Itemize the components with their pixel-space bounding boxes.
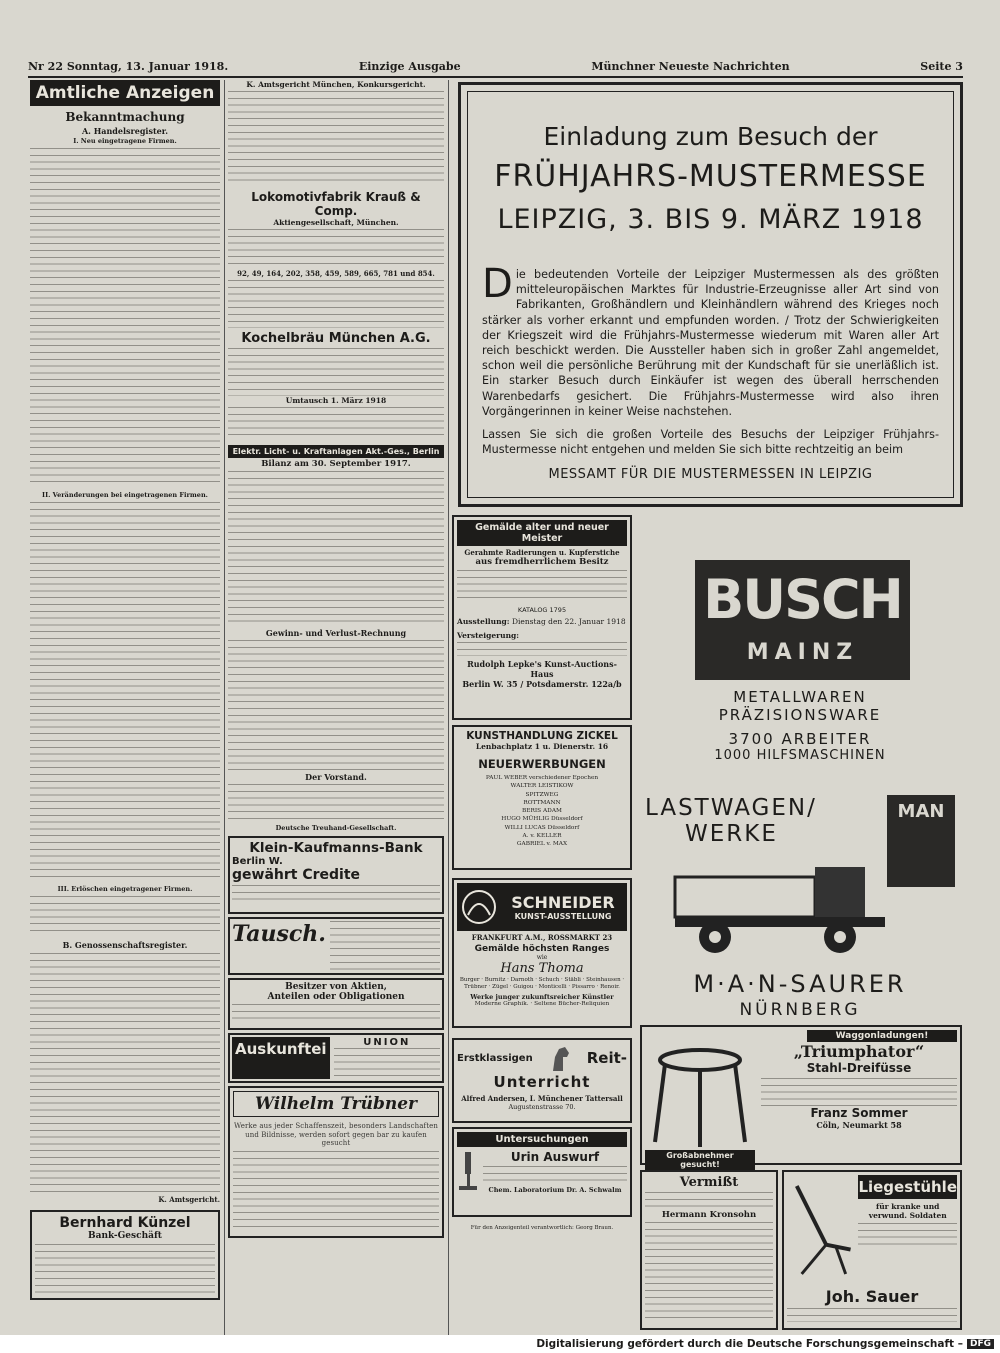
schneider-moderne: Moderne Graphik. · Seltene Bücher-Reliquien	[474, 1001, 610, 1007]
lepke-artists	[457, 570, 627, 604]
zickel-artist: SPITZWEG	[525, 791, 559, 798]
kochel-text	[228, 348, 444, 396]
reit-address: Augustenstrasse 70.	[508, 1103, 576, 1111]
busch-line1: METALLWAREN	[733, 688, 867, 706]
tausch-ad	[228, 917, 444, 975]
besitzer-title: Besitzer von Aktien,	[285, 982, 387, 992]
konkurs-heading: K. Amtsgericht München, Konkursgericht.	[246, 80, 426, 89]
issue-date: Nr 22 Sonntag, 13. Januar 1918.	[28, 60, 229, 73]
zickel-address: Lenbachplatz 1 u. Dienerstr. 16	[475, 742, 609, 751]
urin-ad	[452, 1127, 632, 1217]
besitzer-ad	[228, 978, 444, 1030]
busch-line4: 1000 HILFSMASCHINEN	[714, 748, 886, 763]
column-divider	[448, 80, 449, 1335]
schneider-wie: wie	[536, 954, 548, 961]
schneider-thoma: Hans Thoma	[500, 961, 584, 976]
schneider-heading: Gemälde höchsten Ranges	[474, 944, 610, 954]
zickel-artists	[457, 774, 627, 849]
lepke-sub1: Gerahmte Radierungen u. Kupferstiche	[464, 548, 620, 557]
zickel-artist: GABRIEL v. MAX	[516, 841, 568, 848]
mustermesse-ad	[458, 82, 963, 507]
busch-line2: PRÄZISIONSWARE	[718, 706, 882, 724]
zickel-ad	[452, 725, 632, 870]
notice-text	[30, 502, 220, 882]
besitzer-title-2: Anteilen oder Obligationen	[267, 992, 405, 1002]
klein-bank-text	[232, 885, 440, 903]
busch-brand: BUSCH	[703, 568, 902, 631]
footer-text: Digitalisierung gefördert durch die Deutsche Forschungsgemeinschaft –	[536, 1338, 963, 1350]
notice-heading: Bekanntmachung	[65, 110, 185, 124]
schneider-subtitle: KUNST-AUSSTELLUNG	[514, 912, 612, 921]
subsection-heading: III. Erlöschen eingetragener Firmen.	[57, 885, 193, 893]
busch-line3: 3700 ARBEITER	[728, 730, 872, 748]
tripod-icon	[645, 1042, 755, 1152]
schneider-werke: Werke junger zukunftsreicher Künstler	[470, 993, 614, 1001]
digitization-footer	[0, 1335, 1000, 1353]
paper-name: Münchner Neueste Nachrichten	[591, 60, 790, 73]
page-number: Seite 3	[920, 60, 963, 73]
gewinn-heading: Gewinn- und Verlust-Rechnung	[265, 628, 407, 638]
klein-bank-credit: gewährt Credite	[232, 867, 361, 883]
zickel-artist: ROTTMANN	[523, 799, 561, 806]
kochel-umtausch: Umtausch 1. März 1918	[285, 396, 387, 405]
urin-title: Untersuchungen	[457, 1132, 627, 1147]
vermisst-name: Hermann Kronsohn	[661, 1210, 757, 1220]
zickel-artist: BERIS ADAM	[522, 808, 562, 815]
besitzer-text	[232, 1004, 440, 1024]
triumphator-gesucht: Großabnehmer gesucht!	[645, 1150, 755, 1170]
vermisst-ad	[640, 1170, 778, 1330]
deckchair-icon	[787, 1175, 855, 1285]
lepke-title: Gemälde alter und neuer Meister	[457, 520, 627, 546]
klein-bank-name: Klein-Kaufmanns-Bank	[249, 840, 423, 856]
liegestuehle-address	[787, 1308, 957, 1322]
schneider-ad	[452, 878, 632, 1028]
bank-subtitle: Bank-Geschäft	[88, 1231, 162, 1241]
zickel-artist: WILLI LUCAS Düsseldorf	[504, 824, 580, 831]
bilanz-table	[228, 471, 444, 626]
man-name: M·A·N-SAURER	[693, 970, 907, 998]
zickel-neuerwerbungen: NEUERWERBUNGEN	[478, 757, 606, 771]
bank-name: Bernhard Künzel	[59, 1215, 191, 1231]
reit-line1: Erstklassigen	[457, 1052, 533, 1064]
lokomotiv-heading: Lokomotivfabrik Krauß & Comp.	[251, 190, 421, 218]
mustermesse-date: LEIPZIG, 3. BIS 9. MÄRZ 1918	[497, 204, 924, 235]
column-divider	[224, 80, 225, 1335]
mustermesse-paragraph-1: Die bedeutenden Vorteile der Leipziger Mustermessen als des größten mitteleuropäischen Marktes für Industrie-Erzeugnisse aller Art sind von Fabrikanten, Großhändlern und Kleinhändlern während des Krieges noch stärker als vorher erkannt und empfunden worden. / Trotz der Schwierigkeiten der Kriegszeit wird die Frühjahrs-Mustermesse wiederum mit Waren aller Art reich beschickt werden. Die Aussteller haben sich in großer Zahl angemeldet, schon weil die persönliche Berührung mit der Kundschaft für sie unerläßlich ist. Ein starker Besuch durch Einkäufer ist wegen des überall herrschenden Warenbedarfs gesichert. Die Frühjahrs-Mustermesse wird also ihren Vorgängerinnen in keiner Weise nachstehen.	[482, 261, 939, 418]
mustermesse-invitation: Einladung zum Besuch der	[543, 122, 878, 151]
klein-bank-ad	[228, 836, 444, 914]
reit-line2: Reit-	[586, 1049, 627, 1067]
urin-lab: Chem. Laboratorium Dr. A. Schwalm	[488, 1186, 622, 1194]
union-text	[334, 1048, 440, 1076]
lepke-address: Berlin W. 35 / Potsdamerstr. 122a/b	[462, 679, 622, 689]
zickel-title: KUNSTHANDLUNG ZICKEL	[466, 730, 618, 742]
header-rule	[28, 76, 963, 78]
section-heading: A. Handelsregister.	[81, 126, 169, 136]
schneider-banner	[457, 883, 627, 931]
subsection-heading: I. Neu eingetragene Firmen.	[73, 137, 177, 145]
lokomotiv-text	[228, 229, 444, 269]
truebner-title: Wilhelm Trübner	[233, 1091, 439, 1117]
lot-numbers: 92, 49, 164, 202, 358, 459, 589, 665, 781 und 854.	[237, 269, 435, 278]
bank-text	[35, 1244, 215, 1294]
man-line1: LASTWAGEN/	[645, 795, 817, 821]
triumphator-ad	[640, 1025, 962, 1169]
lepke-sub2: aus fremdherrlichem Besitz	[475, 557, 609, 567]
bank-ad	[30, 1210, 220, 1300]
lokomotiv-text	[228, 280, 444, 328]
schneider-emblem-icon	[460, 887, 498, 927]
notice-text	[30, 953, 220, 1193]
edition: Einzige Ausgabe	[358, 60, 461, 73]
zickel-artist: WALTER LEISTIKOW	[510, 783, 574, 790]
tausch-text	[330, 921, 440, 971]
section-heading: B. Genossenschaftsregister.	[62, 940, 188, 950]
triumphator-title: „Triumphator“	[793, 1042, 925, 1061]
lepke-versteigerung-label: Versteigerung:	[457, 631, 520, 640]
auskunftei-ad	[228, 1033, 444, 1083]
treuhand: Deutsche Treuhand-Gesellschaft.	[275, 824, 397, 832]
dfg-logo: DFG	[967, 1339, 994, 1349]
gewinn-table	[228, 640, 444, 770]
kochel-heading: Kochelbräu München A.G.	[241, 331, 431, 346]
truck-icon	[665, 857, 895, 957]
official-notices-column	[30, 80, 220, 1330]
tausch-title: Tausch.	[232, 921, 326, 947]
zickel-artist: PAUL WEBER verschiedener Epochen	[485, 775, 599, 781]
schneider-artist-list: Burger · Burnitz · Darnoth · Schuch · Stäbli · Steinhausen · Trübner · Zügel · Guigou · Monticelli · Pissarro · Renoir.	[459, 977, 625, 990]
reit-ad	[452, 1038, 632, 1123]
subsection-heading: II. Veränderungen bei eingetragenen Firmen.	[42, 491, 208, 499]
konkurs-text	[228, 91, 444, 186]
man-city: NÜRNBERG	[739, 1000, 861, 1020]
truebner-ad	[228, 1086, 444, 1238]
triumphator-subtitle: Stahl-Dreifüsse	[806, 1061, 912, 1075]
notices-column-2	[228, 80, 444, 1330]
mustermesse-paragraph-2: Lassen Sie sich die großen Vorteile des Besuchs der Leipziger Frühjahrs-Mustermesse nicht entgehen und melden Sie sich bitte rechtzeitig an beim	[482, 428, 939, 457]
zickel-artist: HUGO MÜHLIG Düsseldorf	[501, 816, 583, 823]
busch-city: MAINZ	[746, 640, 859, 665]
vorstand-text	[228, 784, 444, 824]
official-notices-title: Amtliche Anzeigen	[30, 80, 220, 106]
horse-head-icon	[545, 1043, 575, 1073]
vermisst-details	[645, 1222, 773, 1322]
schneider-title: SCHNEIDER	[511, 893, 615, 912]
liegestuehle-text	[858, 1223, 957, 1249]
mustermesse-dropcap: D	[482, 261, 513, 307]
man-logo-text: MAN	[897, 801, 945, 822]
court-signoff: K. Amtsgericht.	[158, 1195, 220, 1204]
reit-line3: Unterricht	[493, 1073, 591, 1091]
reit-name: Alfred Andersen, I. Münchener Tattersall	[461, 1094, 623, 1103]
triumphator-address: Cöln, Neumarkt 58	[816, 1120, 902, 1130]
imprint: Für den Anzeigenteil verantwortlich: Georg Braun.	[470, 1225, 614, 1231]
triumphator-text	[761, 1078, 957, 1106]
union-title: UNION	[363, 1037, 411, 1048]
schneider-address: FRANKFURT A.M., ROSSMARKT 23	[471, 933, 613, 942]
mustermesse-footer: MESSAMT FÜR DIE MUSTERMESSEN IN LEIPZIG	[548, 467, 873, 483]
urin-text	[483, 1166, 627, 1186]
page-header	[28, 60, 963, 76]
zickel-artist: A. v. KELLER	[522, 833, 562, 840]
liegestuehle-ad	[782, 1170, 962, 1330]
truebner-text: Werke aus jeder Schaffenszeit, besonders Landschaften und Bildnisse, werden sofort gegen bar zu kaufen gesucht	[234, 1122, 438, 1147]
mustermesse-title: FRÜHJAHRS-MUSTERMESSE	[494, 159, 927, 194]
klein-bank-city: Berlin W.	[232, 856, 283, 867]
lepke-name: Rudolph Lepke's Kunst-Auctions-Haus	[467, 659, 617, 679]
lepke-katalog: KATALOG 1795	[517, 606, 567, 614]
liegestuehle-company: Joh. Sauer	[825, 1287, 919, 1306]
man-ad	[645, 795, 955, 995]
microscope-icon	[457, 1150, 479, 1194]
triumphator-company: Franz Sommer	[810, 1106, 908, 1120]
vorstand-heading: Der Vorstand.	[305, 772, 367, 782]
lokomotiv-subheading: Aktiengesellschaft, München.	[273, 218, 399, 227]
lepke-dates	[457, 642, 627, 656]
vermisst-title: Vermißt	[679, 1175, 739, 1190]
notice-text	[30, 896, 220, 936]
bilanz-heading: Bilanz am 30. September 1917.	[261, 459, 411, 469]
auskunftei-title: Auskunftei	[232, 1037, 330, 1079]
kochel-text	[228, 407, 444, 441]
lepke-ausstellung-date: Dienstag den 22. Januar 1918	[511, 617, 626, 626]
liegestuehle-title: Liegestühle	[858, 1175, 957, 1199]
busch-logo	[695, 560, 910, 680]
triumphator-tag: Waggonladungen!	[807, 1030, 957, 1042]
mustermesse-frame	[467, 91, 954, 498]
elektr-heading: Elektr. Licht- u. Kraftanlagen Akt.-Ges., Berlin	[228, 445, 444, 458]
busch-ad	[645, 560, 955, 775]
lepke-ad	[452, 515, 632, 720]
liegestuehle-subtitle: für kranke und verwund. Soldaten	[868, 1202, 947, 1220]
vermisst-text	[645, 1192, 773, 1210]
notice-text	[30, 148, 220, 488]
man-line2: WERKE	[685, 821, 778, 847]
urin-subtitle: Urin Auswurf	[510, 1150, 600, 1164]
lepke-ausstellung-label: Ausstellung:	[457, 617, 510, 626]
truebner-details	[233, 1151, 439, 1231]
man-logo	[887, 795, 955, 887]
